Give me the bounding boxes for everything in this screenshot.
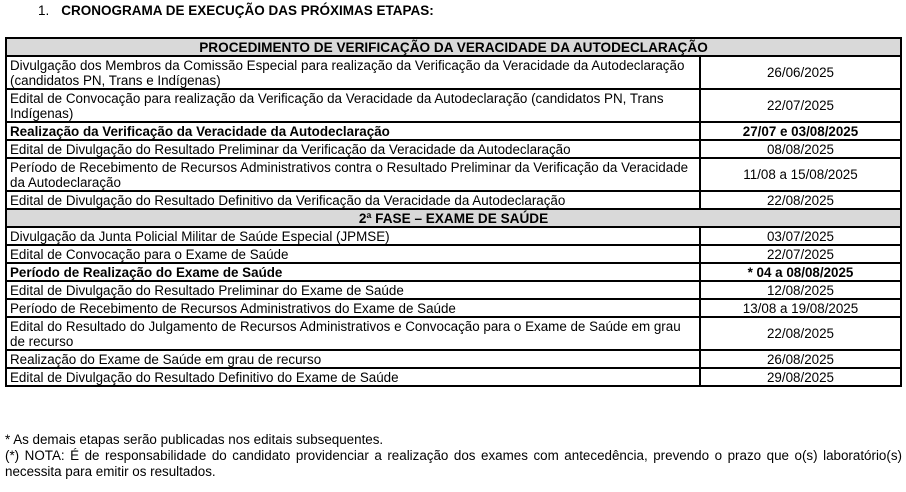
stage-description: Realização do Exame de Saúde em grau de recurso xyxy=(6,350,700,368)
stage-date: 22/08/2025 xyxy=(700,317,901,350)
stage-description: Edital de Divulgação do Resultado Definitivo da Verificação da Veracidade da Autodeclaração xyxy=(6,191,700,209)
table-row xyxy=(6,56,901,89)
stage-description: Realização da Verificação da Veracidade da Autodeclaração xyxy=(6,122,700,140)
stage-date: 29/08/2025 xyxy=(700,368,901,386)
heading-title: CRONOGRAMA DE EXECUÇÃO DAS PRÓXIMAS ETAPAS: xyxy=(61,3,434,18)
table-row xyxy=(6,191,901,209)
schedule-heading xyxy=(38,3,434,18)
schedule-table-body xyxy=(6,38,901,386)
stage-date: 13/08 a 19/08/2025 xyxy=(700,299,901,317)
stage-date: 26/06/2025 xyxy=(700,56,901,89)
stage-description: Edital do Resultado do Julgamento de Recursos Administrativos e Convocação para o Exame de Saúde em grau de recurso xyxy=(6,317,700,350)
stage-date: * 04 a 08/08/2025 xyxy=(700,263,901,281)
footnote-stages: * As demais etapas serão publicadas nos editais subsequentes. xyxy=(5,432,384,447)
table-row xyxy=(6,317,901,350)
stage-description: Edital de Convocação para realização da Verificação da Veracidade da Autodeclaração (candidatos PN, Trans Indígenas) xyxy=(6,89,700,122)
stage-date: 03/07/2025 xyxy=(700,227,901,245)
stage-description: Edital de Divulgação do Resultado Definitivo do Exame de Saúde xyxy=(6,368,700,386)
stage-date: 22/08/2025 xyxy=(700,191,901,209)
stage-description: Edital de Convocação para o Exame de Saúde xyxy=(6,245,700,263)
section-title: 2ª FASE – EXAME DE SAÚDE xyxy=(6,209,901,227)
footnote-responsibility: (*) NOTA: É de responsabilidade do candidato providenciar a realização dos exames com antecedência, prevendo o prazo que o(s) laboratório(s) necessita para emitir os resultados. xyxy=(5,448,902,479)
stage-date: 22/07/2025 xyxy=(700,245,901,263)
section-header xyxy=(6,38,901,56)
table-row xyxy=(6,245,901,263)
stage-description: Período de Recebimento de Recursos Administrativos do Exame de Saúde xyxy=(6,299,700,317)
stage-description: Período de Recebimento de Recursos Administrativos contra o Resultado Preliminar da Verificação da Veracidade da Autodeclaração xyxy=(6,158,700,191)
stage-date: 08/08/2025 xyxy=(700,140,901,158)
table-row xyxy=(6,122,901,140)
table-row xyxy=(6,368,901,386)
section-header xyxy=(6,209,901,227)
table-row xyxy=(6,263,901,281)
table-row xyxy=(6,140,901,158)
table-row xyxy=(6,350,901,368)
stage-description: Período de Realização do Exame de Saúde xyxy=(6,263,700,281)
section-title: PROCEDIMENTO DE VERIFICAÇÃO DA VERACIDADE DA AUTODECLARAÇÃO xyxy=(6,38,901,56)
stage-date: 27/07 e 03/08/2025 xyxy=(700,122,901,140)
stage-date: 26/08/2025 xyxy=(700,350,901,368)
stage-description: Edital de Divulgação do Resultado Preliminar do Exame de Saúde xyxy=(6,281,700,299)
stage-date: 22/07/2025 xyxy=(700,89,901,122)
table-row xyxy=(6,158,901,191)
table-row xyxy=(6,89,901,122)
table-row xyxy=(6,299,901,317)
stage-description: Edital de Divulgação do Resultado Preliminar da Verificação da Veracidade da Autodeclaração xyxy=(6,140,700,158)
stage-date: 11/08 a 15/08/2025 xyxy=(700,158,901,191)
heading-number: 1. xyxy=(38,3,50,18)
stage-description: Divulgação da Junta Policial Militar de Saúde Especial (JPMSE) xyxy=(6,227,700,245)
stage-date: 12/08/2025 xyxy=(700,281,901,299)
schedule-table xyxy=(5,37,902,387)
stage-description: Divulgação dos Membros da Comissão Especial para realização da Verificação da Veracidade da Autodeclaração (candidatos PN, Trans e Indígenas) xyxy=(6,56,700,89)
footnotes xyxy=(5,432,902,480)
table-row xyxy=(6,227,901,245)
table-row xyxy=(6,281,901,299)
